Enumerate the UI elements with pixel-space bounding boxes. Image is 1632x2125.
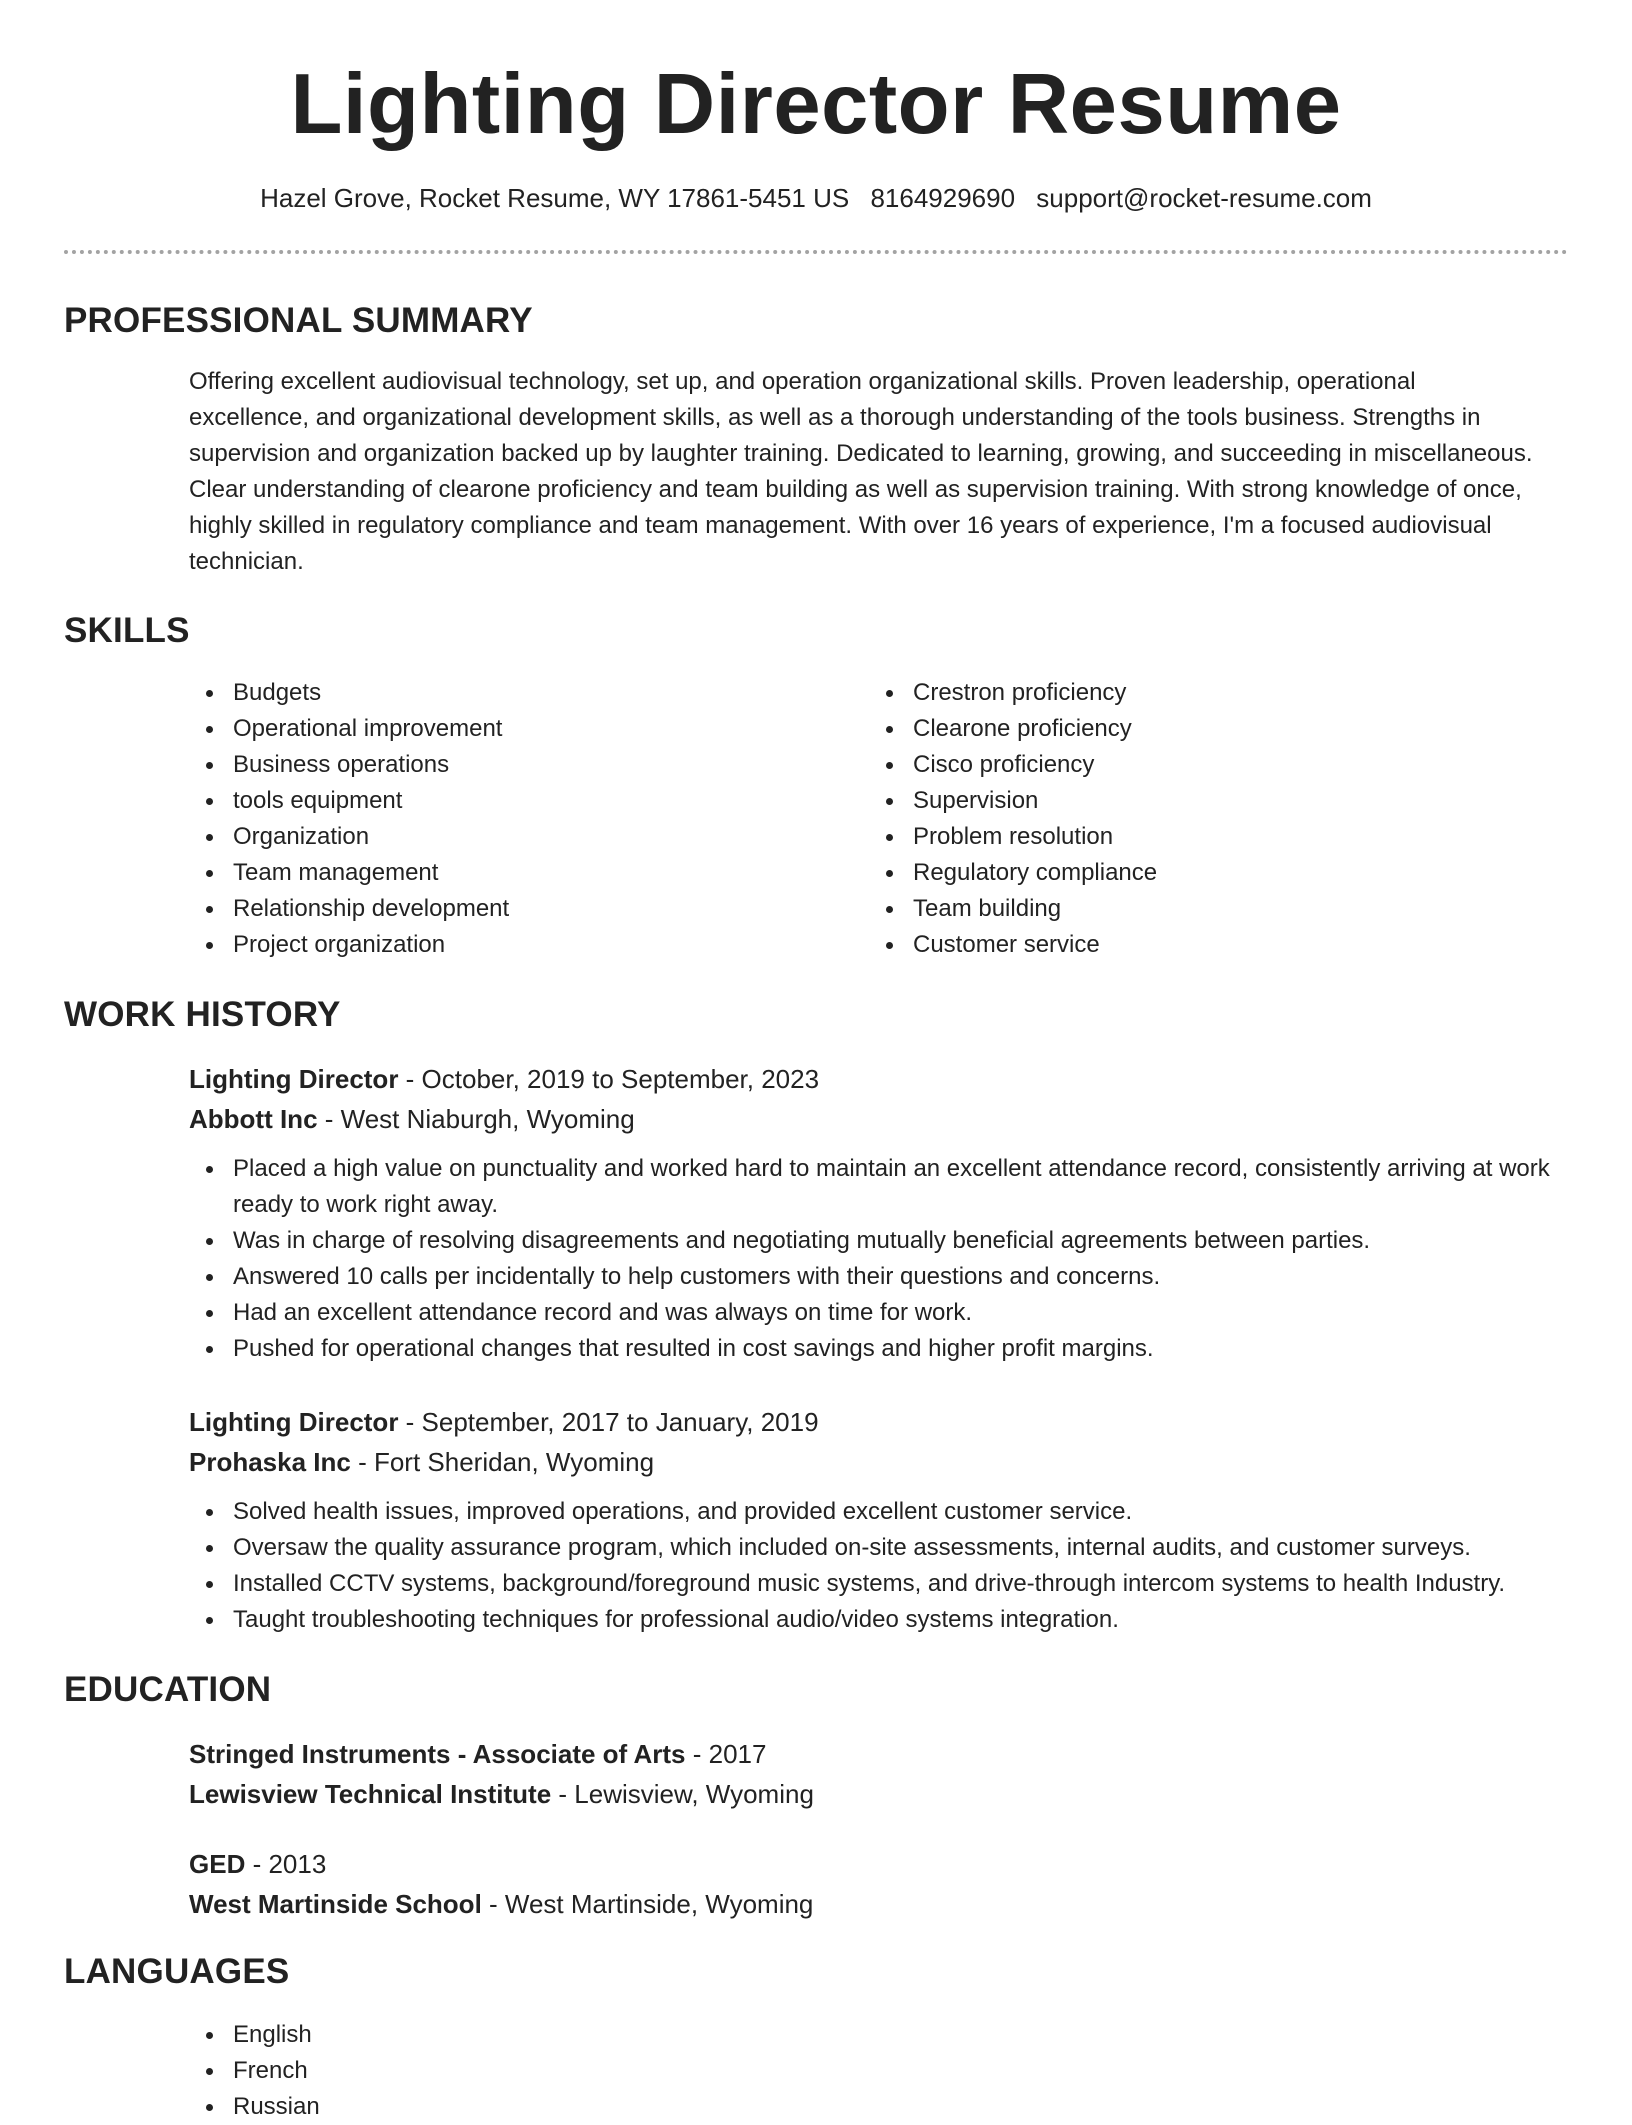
skill-item: Clearone proficiency <box>869 711 1509 747</box>
header-divider <box>64 250 1568 254</box>
skill-item: Regulatory compliance <box>869 855 1509 891</box>
job-company: Prohaska Inc <box>189 1447 351 1477</box>
skill-item: Team building <box>869 891 1509 927</box>
degree-year: - 2017 <box>685 1739 767 1769</box>
job-dates: - September, 2017 to January, 2019 <box>398 1407 819 1437</box>
language-item: French <box>189 2053 789 2089</box>
skill-item: Budgets <box>189 675 829 711</box>
section-title-work-history: WORK HISTORY <box>64 995 341 1034</box>
job-duty: Answered 10 calls per incidentally to help customers with their questions and concerns. <box>189 1259 1579 1295</box>
skill-item: Relationship development <box>189 891 829 927</box>
section-title-languages: LANGUAGES <box>64 1952 290 1991</box>
job-duty: Had an excellent attendance record and was always on time for work. <box>189 1295 1579 1331</box>
job-duty: Pushed for operational changes that resulted in cost savings and higher profit margins. <box>189 1331 1579 1367</box>
language-item: English <box>189 2017 789 2053</box>
skill-item: Crestron proficiency <box>869 675 1509 711</box>
skill-item: Problem resolution <box>869 819 1509 855</box>
resume-title: Lighting Director Resume <box>290 57 1342 152</box>
school-line <box>189 1774 1579 1814</box>
job-duties-list <box>189 1494 1579 1638</box>
languages-list <box>189 2017 789 2125</box>
job-duty: Installed CCTV systems, background/foreground music systems, and drive-through intercom systems to health Industry. <box>189 1566 1579 1602</box>
degree-name: Stringed Instruments - Associate of Arts <box>189 1739 686 1769</box>
job-duty: Was in charge of resolving disagreements and negotiating mutually beneficial agreements between parties. <box>189 1223 1579 1259</box>
job-location: - Fort Sheridan, Wyoming <box>350 1447 655 1477</box>
degree-line <box>189 1844 1579 1884</box>
job-company-line <box>189 1099 1579 1139</box>
skill-item: Team management <box>189 855 829 891</box>
contact-email: support@rocket-resume.com <box>1036 183 1372 213</box>
skill-item: Business operations <box>189 747 829 783</box>
skill-item: Customer service <box>869 927 1509 963</box>
degree-name: GED <box>189 1849 246 1879</box>
skill-item: Supervision <box>869 783 1509 819</box>
job-duty: Solved health issues, improved operations, and provided excellent customer service. <box>189 1494 1579 1530</box>
section-title-summary: PROFESSIONAL SUMMARY <box>64 301 533 340</box>
skill-item: tools equipment <box>189 783 829 819</box>
skill-item: Operational improvement <box>189 711 829 747</box>
contact-line <box>0 180 1632 216</box>
work-entry <box>189 1402 1579 1638</box>
skills-list-right <box>869 675 1509 963</box>
job-location: - West Niaburgh, Wyoming <box>317 1104 635 1134</box>
school-location: - Lewisview, Wyoming <box>551 1779 814 1809</box>
section-title-skills: SKILLS <box>64 611 190 650</box>
job-dates: - October, 2019 to September, 2023 <box>398 1064 820 1094</box>
education-entry <box>189 1844 1579 1924</box>
skill-item: Cisco proficiency <box>869 747 1509 783</box>
summary-text: Offering excellent audiovisual technology, set up, and operation organizational skills. Proven leadership, operational excellence, and organizational development skills, as well as a thorough understanding of the tools business. Strengths in supervision and organization backed up by laughter training. Dedicated to learning, growing, and succeeding in miscellaneous. Clear understanding of clearone proficiency and team building as well as supervision training. With strong knowledge of once, highly skilled in regulatory compliance and team management. With over 16 years of experience, I'm a focused audiovisual technician. <box>189 368 1533 575</box>
job-company-line <box>189 1442 1579 1482</box>
contact-address: Hazel Grove, Rocket Resume, WY 17861-5451 US <box>260 183 850 213</box>
skill-item: Organization <box>189 819 829 855</box>
section-title-education: EDUCATION <box>64 1670 272 1709</box>
job-duties-list <box>189 1151 1579 1367</box>
job-role: Lighting Director <box>189 1407 399 1437</box>
contact-phone: 8164929690 <box>870 183 1016 213</box>
school-name: Lewisview Technical Institute <box>189 1779 552 1809</box>
job-duty: Placed a high value on punctuality and worked hard to maintain an excellent attendance record, consistently arriving at work ready to work right away. <box>189 1151 1579 1223</box>
degree-line <box>189 1734 1579 1774</box>
skills-list-left <box>189 675 829 963</box>
work-entry <box>189 1059 1579 1367</box>
language-item: Russian <box>189 2089 789 2125</box>
job-role: Lighting Director <box>189 1064 399 1094</box>
school-line <box>189 1884 1579 1924</box>
job-duty: Oversaw the quality assurance program, which included on-site assessments, internal audits, and customer surveys. <box>189 1530 1579 1566</box>
job-duty: Taught troubleshooting techniques for professional audio/video systems integration. <box>189 1602 1579 1638</box>
skill-item: Project organization <box>189 927 829 963</box>
job-title-line <box>189 1402 1579 1442</box>
education-entry <box>189 1734 1579 1814</box>
job-company: Abbott Inc <box>189 1104 318 1134</box>
school-location: - West Martinside, Wyoming <box>481 1889 814 1919</box>
school-name: West Martinside School <box>189 1889 482 1919</box>
job-title-line <box>189 1059 1579 1099</box>
degree-year: - 2013 <box>245 1849 327 1879</box>
